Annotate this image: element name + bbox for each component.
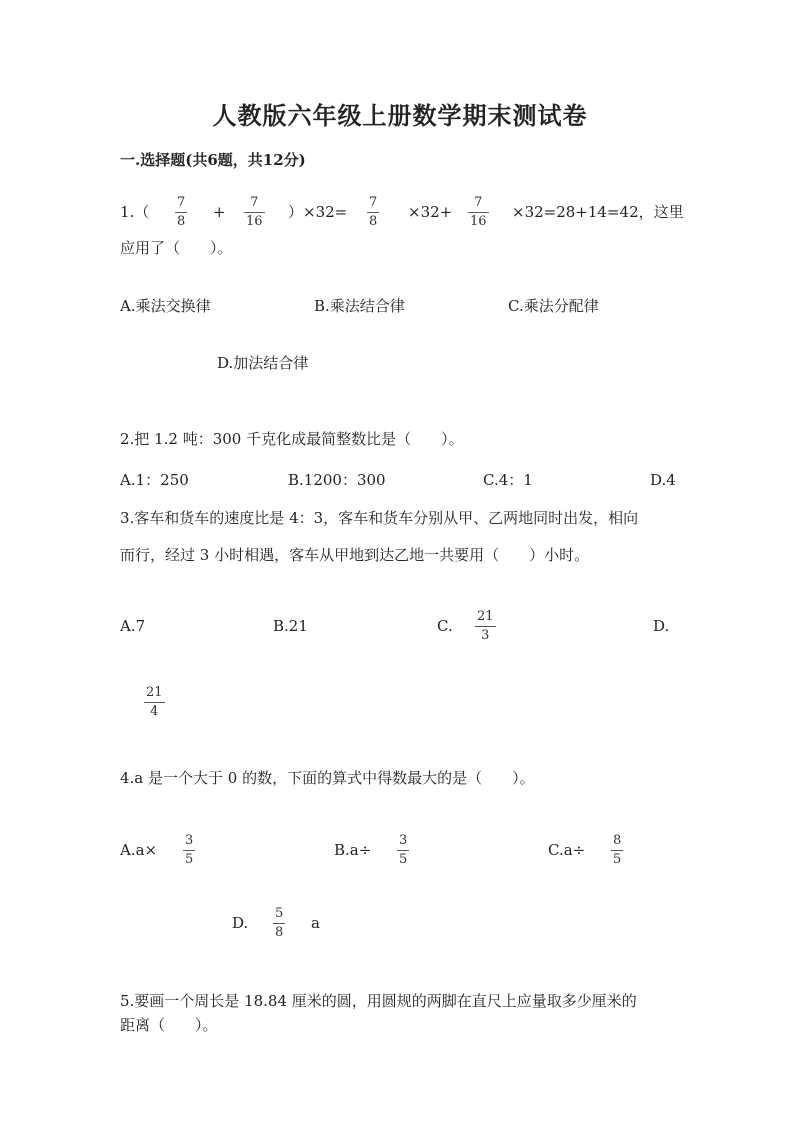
q4-option-a[interactable]: A.a× <box>120 841 158 859</box>
numerator: 3 <box>399 833 408 848</box>
q4-option-c[interactable]: C.a÷ <box>548 841 586 859</box>
q2-option-a[interactable]: A.1：250 <box>120 471 189 489</box>
q4-option-b[interactable]: B.a÷ <box>334 841 372 859</box>
q3-option-c-fraction <box>475 609 496 644</box>
q1-option-d[interactable]: D.加法结合律 <box>217 354 309 372</box>
q1-text-3: ×32=28+14=42，这里 <box>512 203 684 221</box>
q4-option-d-tail: a <box>311 914 320 932</box>
numerator: 7 <box>250 195 259 210</box>
q5-line-1: 5.要画一个周长是 18.84 厘米的圆，用圆规的两脚在直尺上应量取多少厘米的 <box>120 992 637 1010</box>
q3-option-d[interactable]: D. <box>653 617 670 635</box>
q3-option-d-fraction <box>144 685 165 720</box>
q2-option-c[interactable]: C.4：1 <box>483 471 533 489</box>
denominator: 5 <box>613 852 622 867</box>
denominator: 5 <box>185 852 194 867</box>
q1-option-b[interactable]: B.乘法结合律 <box>314 297 405 315</box>
numerator: 7 <box>474 195 483 210</box>
q1-plus: + <box>213 203 226 221</box>
denominator: 8 <box>177 214 186 229</box>
denominator: 8 <box>369 214 378 229</box>
denominator: 16 <box>246 214 263 229</box>
page-title: 人教版六年级上册数学期末测试卷 <box>212 101 588 130</box>
q1-fraction-4 <box>468 195 489 230</box>
numerator: 8 <box>613 833 622 848</box>
q1-fraction-3 <box>367 195 379 230</box>
denominator: 16 <box>470 214 487 229</box>
q2-option-d[interactable]: D.4 <box>650 471 676 489</box>
numerator: 3 <box>185 833 194 848</box>
q1-line-2: 应用了（ ）。 <box>120 239 233 257</box>
q3-option-a[interactable]: A.7 <box>120 617 146 635</box>
section-heading: 一.选择题(共6题，共12分) <box>120 151 306 169</box>
numerator: 5 <box>275 906 284 921</box>
q1-text-2: ×32+ <box>408 203 453 221</box>
numerator: 7 <box>177 195 186 210</box>
q3-option-b[interactable]: B.21 <box>273 617 308 635</box>
q4-option-d[interactable]: D. <box>232 914 249 932</box>
q4-option-c-fraction <box>611 833 623 868</box>
q4-option-d-fraction <box>273 906 285 941</box>
q4-text: 4.a 是一个大于 0 的数，下面的算式中得数最大的是（ ）。 <box>120 769 535 787</box>
q1-option-c[interactable]: C.乘法分配律 <box>508 297 599 315</box>
q1-fraction-2 <box>244 195 265 230</box>
q1-fraction-1 <box>175 195 187 230</box>
q3-line-1: 3.客车和货车的速度比是 4：3，客车和货车分别从甲、乙两地同时出发，相向 <box>120 509 639 527</box>
denominator: 4 <box>150 704 159 719</box>
denominator: 3 <box>481 628 490 643</box>
q2-option-b[interactable]: B.1200：300 <box>288 471 386 489</box>
numerator: 21 <box>477 609 494 624</box>
denominator: 5 <box>399 852 408 867</box>
q1-label: 1.（ <box>120 203 150 221</box>
q1-text-1: ）×32= <box>288 203 348 221</box>
q3-line-2: 而行，经过 3 小时相遇，客车从甲地到达乙地一共要用（ ）小时。 <box>120 546 590 564</box>
q4-option-b-fraction <box>397 833 409 868</box>
numerator: 21 <box>146 685 163 700</box>
numerator: 7 <box>369 195 378 210</box>
q1-option-a[interactable]: A.乘法交换律 <box>120 297 211 315</box>
q5-line-2: 距离（ ）。 <box>120 1016 218 1034</box>
q3-option-c[interactable]: C. <box>437 617 453 635</box>
q2-text: 2.把 1.2 吨：300 千克化成最简整数比是（ ）。 <box>120 430 464 448</box>
denominator: 8 <box>275 925 284 940</box>
q4-option-a-fraction <box>183 833 195 868</box>
